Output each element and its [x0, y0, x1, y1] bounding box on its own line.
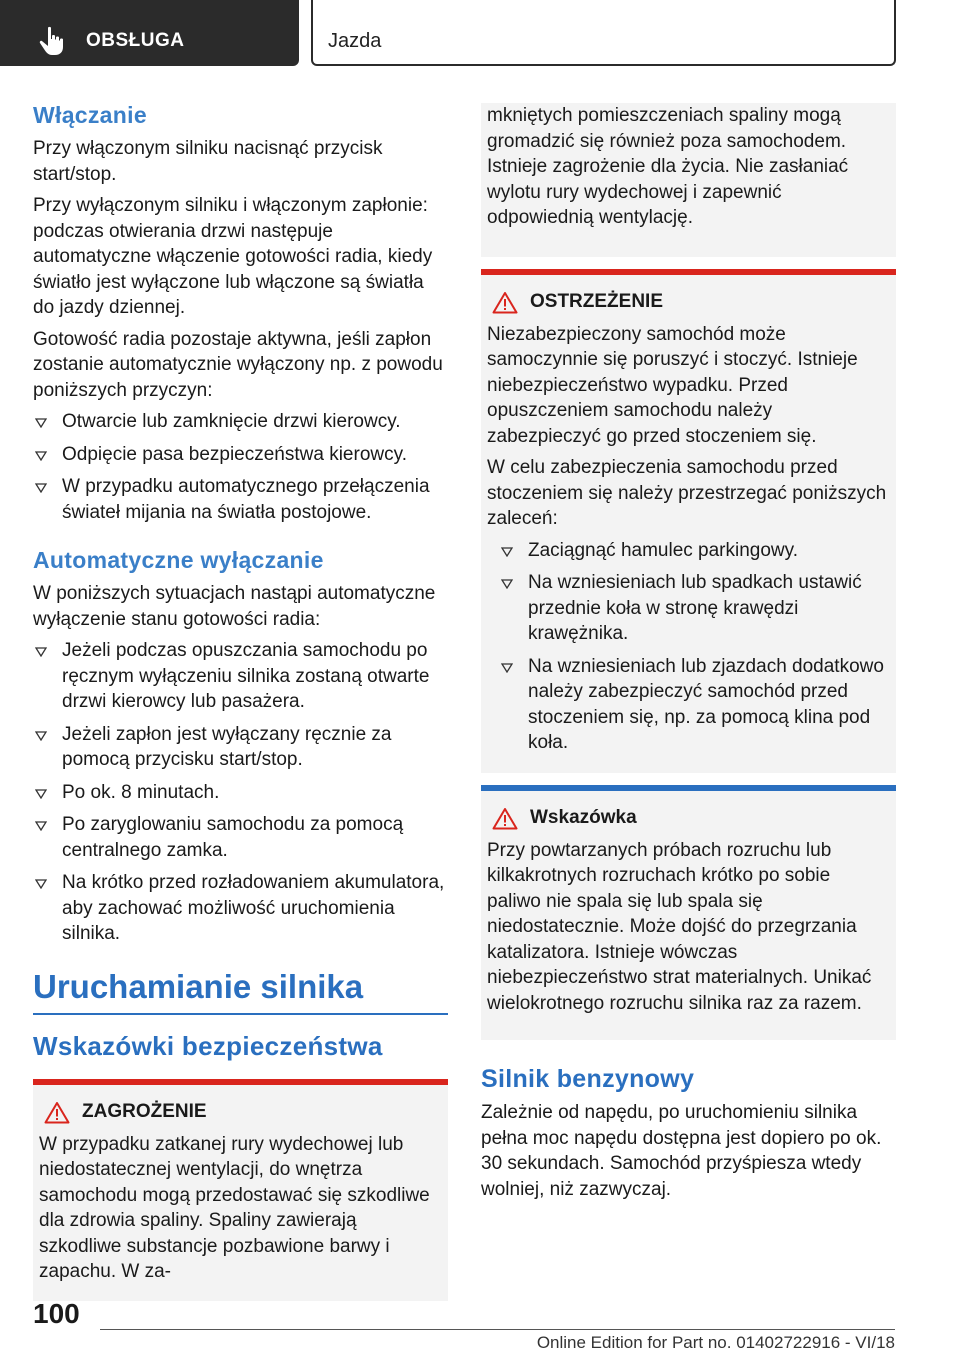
section-tab	[0, 0, 299, 66]
list-item: Na krótko przed rozładowaniem akumulatora, aby zachować możliwość uruchomienia silnika.	[33, 870, 448, 947]
paragraph: W poniższych sytuacjach nastąpi automatyczne wyłączenie stanu gotowości radia:	[33, 583, 436, 630]
heading-silnik-benzynowy: Silnik benzynowy	[481, 1065, 695, 1093]
list-item: Otwarcie lub zamknięcie drzwi kierowcy.	[33, 409, 448, 435]
chapter-header	[311, 0, 896, 66]
danger-box-continued	[481, 103, 896, 257]
paragraph: Przy wyłączonym silniku i włączonym zapłonie: podczas otwierania drzwi następuje automatyczne włączenie gotowości radia, kiedy światło jest wyłączone lub włączone są światła do jazdy dziennej.	[33, 195, 433, 318]
triangle-bullet-icon	[501, 663, 513, 673]
hand-pointer-icon	[38, 26, 66, 56]
danger-text: W przypadku zatkanej rury wydechowej lub niedostatecznej wentylacji, do wnętrza samochodu mogą przedostawać się szkodliwe dla zdrowia spaliny. Spaliny zawierają szkodliwe substancje pozbawione barwy i zapachu. W za-	[39, 1133, 430, 1282]
bullet-list	[487, 538, 888, 756]
list-item: Po ok. 8 minutach.	[33, 780, 448, 806]
warning-box	[481, 269, 896, 773]
list-item: W przypadku automatycznego przełączenia świateł mijania na światła postojowe.	[33, 474, 448, 525]
bullet-list	[33, 409, 448, 525]
triangle-bullet-icon	[35, 451, 47, 461]
warning-title: OSTRZEŻENIE	[487, 291, 888, 314]
danger-text-continued: mkniętych pomieszczeniach spaliny mogą gromadzić się również poza samochodem. Istnieje zagrożenie dla życia. Nie zasłaniać wylotu rury wydechowej i zapewnić odpowiednią wentylację.	[487, 105, 849, 228]
triangle-bullet-icon	[501, 547, 513, 557]
page-number: 100	[33, 1298, 80, 1329]
paragraph: Przy włączonym silniku nacisnąć przycisk start/stop.	[33, 138, 383, 185]
warning-triangle-icon	[44, 1101, 70, 1124]
heading-wlaczanie: Włączanie	[33, 102, 147, 128]
warning-triangle-icon	[492, 807, 518, 830]
triangle-bullet-icon	[35, 879, 47, 889]
danger-box	[33, 1079, 448, 1301]
list-item: Jeżeli zapłon jest wyłączany ręcznie za pomocą przycisku start/stop.	[33, 722, 448, 773]
warning-text: W celu zabezpieczenia samochodu przed stoczeniem się należy przestrzegać poniższych zaleceń:	[487, 457, 887, 529]
triangle-bullet-icon	[35, 731, 47, 741]
warning-text: Niezabezpieczony samochód może samoczynnie się poruszyć i stoczyć. Istnieje niebezpieczeństwo wypadku. Przed opuszczeniem samochodu należy zabezpieczyć go przed stoczeniem się.	[487, 323, 858, 447]
warning-triangle-icon	[492, 291, 518, 314]
list-item: Po zaryglowaniu samochodu za pomocą centralnego zamka.	[33, 812, 448, 863]
paragraph: Gotowość radia pozostaje aktywna, jeśli zapłon zostanie automatycznie wyłączony np. z powodu poniższych przyczyn:	[33, 328, 443, 401]
triangle-bullet-icon	[35, 789, 47, 799]
footer-edition: Online Edition for Part no. 01402722916 - VI/18	[536, 1333, 895, 1352]
triangle-bullet-icon	[35, 483, 47, 493]
heading-automatyczne: Automatyczne wyłączanie	[33, 547, 324, 573]
list-item: Zaciągnąć hamulec parkingowy.	[487, 538, 888, 564]
note-title: Wskazówka	[487, 807, 888, 830]
heading-uruchamianie: Uruchamianie silnika	[33, 967, 448, 1015]
triangle-bullet-icon	[35, 821, 47, 831]
list-item: Na wzniesieniach lub zjazdach dodatkowo należy zabezpieczyć samochód przed stoczeniem się, np. za pomocą klina pod koła.	[487, 654, 888, 756]
chapter-title: Jazda	[328, 30, 382, 52]
danger-title: ZAGROŻENIE	[39, 1101, 440, 1124]
list-item: Jeżeli podczas opuszczania samochodu po ręcznym wyłączeniu silnika zostaną otwarte drzwi kierowcy lub pasażera.	[33, 638, 448, 715]
list-item: Odpięcie pasa bezpieczeństwa kierowcy.	[33, 442, 448, 468]
triangle-bullet-icon	[501, 579, 513, 589]
right-column	[481, 103, 896, 1208]
left-column	[33, 100, 448, 1301]
footer-divider	[100, 1329, 895, 1330]
paragraph: Zależnie od napędu, po uruchomieniu silnika pełna moc napędu dostępna jest dopiero po ok. 30 sekundach. Samochód przyśpiesza wtedy wolniej, niż zazwyczaj.	[481, 1102, 882, 1200]
triangle-bullet-icon	[35, 647, 47, 657]
note-text: Przy powtarzanych próbach rozruchu lub kilkakrotnych rozruchach krótko po sobie paliwo nie spala się lub spala się niedostatecznie. Może dojść do przegrzania katalizatora. Istnieje wówczas niebezpieczeństwo strat materialnych. Unikać wielokrotnego rozruchu silnika raz za razem.	[487, 839, 872, 1014]
section-tab-label: OBSŁUGA	[86, 30, 185, 51]
heading-wskazowki: Wskazówki bezpieczeństwa	[33, 1030, 383, 1061]
note-box	[481, 785, 896, 1041]
triangle-bullet-icon	[35, 418, 47, 428]
list-item: Na wzniesieniach lub spadkach ustawić przednie koła w stronę krawędzi krawężnika.	[487, 570, 888, 647]
bullet-list	[33, 638, 448, 947]
